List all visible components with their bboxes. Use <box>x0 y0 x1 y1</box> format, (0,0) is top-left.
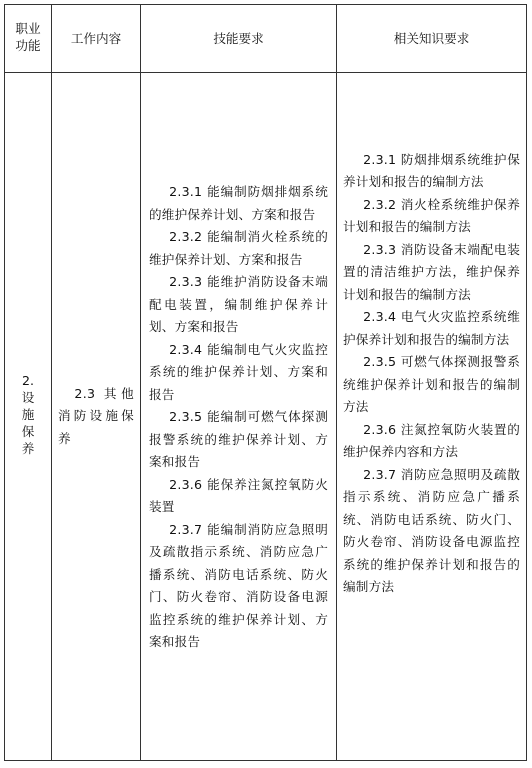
knowledge-item: 2.3.3 消防设备末端配电装置的清洁维护方法，维护保养计划和报告的编制方法 <box>343 241 520 302</box>
skill-item: 2.3.5 能编制可燃气体探测报警系统的维护保养计划、方案和报告 <box>149 409 328 470</box>
function-cell <box>5 73 52 761</box>
knowledge-item: 2.3.7 消防应急照明及疏散指示系统、消防应急广播系统、消防电话系统、防火门、防火卷帘、消防设备电源监控系统的维护保养计划和报告的编制方法 <box>343 466 520 594</box>
content-text: 2.3 其他消防设施保养 <box>58 385 134 446</box>
knowledge-item: 2.3.5 可燃气体探测报警系统维护保养计划和报告的编制方法 <box>343 354 520 414</box>
knowledge-item: 2.3.1 防烟排烟系统维护保养计划和报告的编制方法 <box>343 151 520 189</box>
content-cell <box>52 73 141 761</box>
table-header-row <box>5 5 527 73</box>
header-knowledge: 相关知识要求 <box>337 5 527 73</box>
skill-item: 2.3.2 能编制消火栓系统的维护保养计划、方案和报告 <box>149 229 328 267</box>
function-text: 2. 设施保养 <box>21 373 35 457</box>
table-row <box>5 73 527 761</box>
skills-cell <box>141 73 337 761</box>
skill-item: 2.3.4 能编制电气火灾监控系统的维护保养计划、方案和报告 <box>149 341 328 402</box>
header-content: 工作内容 <box>52 5 141 73</box>
header-function: 职业功能 <box>5 5 52 73</box>
skill-item: 2.3.3 能维护消防设备末端配电装置，编制维护保养计划、方案和报告 <box>149 274 328 335</box>
knowledge-item: 2.3.6 注氮控氧防火装置的维护保养内容和方法 <box>343 421 520 459</box>
knowledge-item: 2.3.2 消火栓系统维护保养计划和报告的编制方法 <box>343 196 520 234</box>
skill-item: 2.3.1 能编制防烟排烟系统的维护保养计划、方案和报告 <box>149 184 328 222</box>
knowledge-cell <box>337 73 527 761</box>
knowledge-item: 2.3.4 电气火灾监控系统维护保养计划和报告的编制方法 <box>343 309 520 347</box>
header-skills: 技能要求 <box>141 5 337 73</box>
skill-item: 2.3.7 能编制消防应急照明及疏散指示系统、消防应急广播系统、消防电话系统、防火门、防火卷帘、消防设备电源监控系统的维护保养计划、方案和报告 <box>149 521 328 650</box>
skill-item: 2.3.6 能保养注氮控氧防火装置 <box>149 476 328 515</box>
skills-table <box>4 4 527 761</box>
